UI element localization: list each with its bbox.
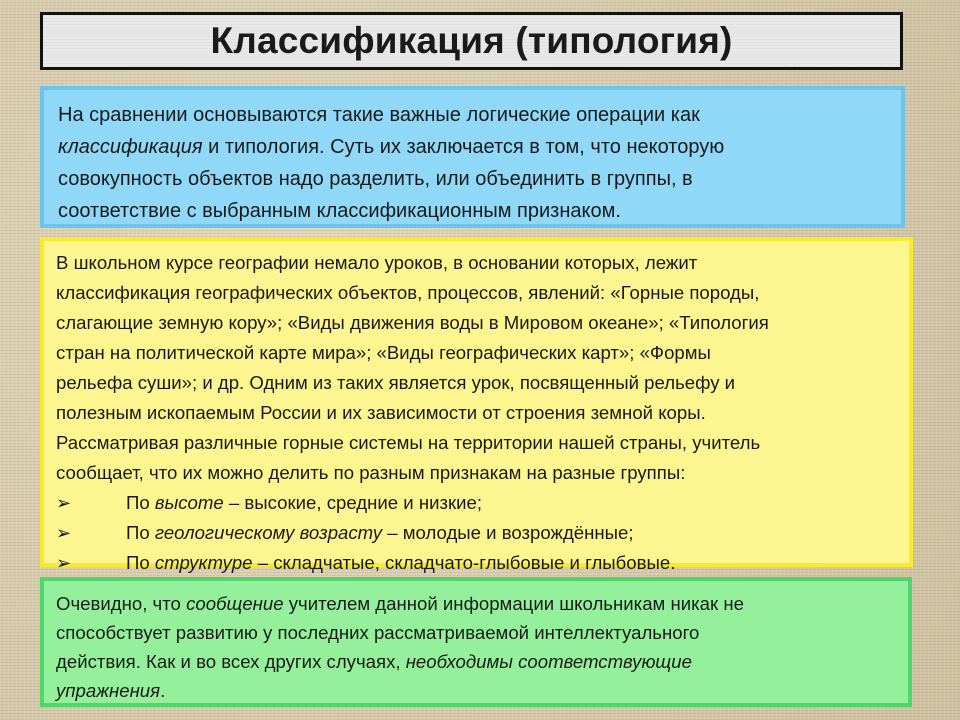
list-item [56, 548, 897, 578]
example-line: сообщает, что их можно делить по разным признакам на разные группы: [56, 462, 686, 483]
example-line: слагающие земную кору»; «Виды движения воды в Мировом океане»; «Типология [56, 312, 769, 333]
example-line: классификация географических объектов, процессов, явлений: «Горные породы, [56, 282, 760, 303]
list-item-text: По структуре – складчатые, складчато-глыбовые и глыбовые. [126, 552, 676, 573]
example-line: рельефа суши»; и др. Одним из таких является урок, посвященный рельефу и [56, 372, 736, 393]
intro-text: На сравнении основываются такие важные логические операции как [58, 104, 700, 126]
intro-line-4 [58, 195, 887, 227]
conclusion-line-3: действия. Как и во всех других случаях, необходимы соответствующие [56, 651, 692, 672]
list-item [56, 518, 897, 548]
intro-panel [40, 86, 905, 228]
list-item [56, 488, 897, 518]
intro-text: и типология. Суть их заключается в том, что некоторую [202, 136, 725, 158]
intro-line-1 [58, 99, 887, 131]
title-box [40, 12, 903, 70]
intro-text: соответствие с выбранным классификационным признаком. [58, 200, 621, 222]
intro-line-2 [58, 131, 887, 163]
example-line: стран на политической карте мира»; «Виды географических карт»; «Формы [56, 342, 711, 363]
example-line: полезным ископаемым России и их зависимости от строения земной коры. [56, 402, 706, 423]
example-line: В школьном курсе географии немало уроков, в основании которых, лежит [56, 252, 698, 273]
example-line: Рассматривая различные горные системы на территории нашей страны, учитель [56, 432, 761, 453]
example-panel [40, 237, 913, 573]
conclusion-line-2: способствует развитию у последних рассматриваемой интеллектуального [56, 622, 700, 643]
slide-title: Классификация (типология) [210, 20, 733, 61]
arrow-bullet-icon: ➢ [56, 523, 72, 543]
conclusion-line-1: Очевидно, что сообщение учителем данной информации школьникам никак не [56, 593, 744, 614]
conclusion-panel [40, 577, 912, 707]
intro-emphasis: классификация [58, 136, 203, 158]
intro-line-3 [58, 163, 887, 195]
list-item-text: По высоте – высокие, средние и низкие; [126, 492, 483, 513]
intro-text: совокупность объектов надо разделить, или объединить в группы, в [58, 168, 693, 190]
list-item-text: По геологическому возрасту – молодые и возрождённые; [126, 522, 634, 543]
conclusion-line-4: упражнения. [56, 680, 166, 701]
arrow-bullet-icon: ➢ [56, 493, 72, 513]
arrow-bullet-icon: ➢ [56, 553, 72, 573]
